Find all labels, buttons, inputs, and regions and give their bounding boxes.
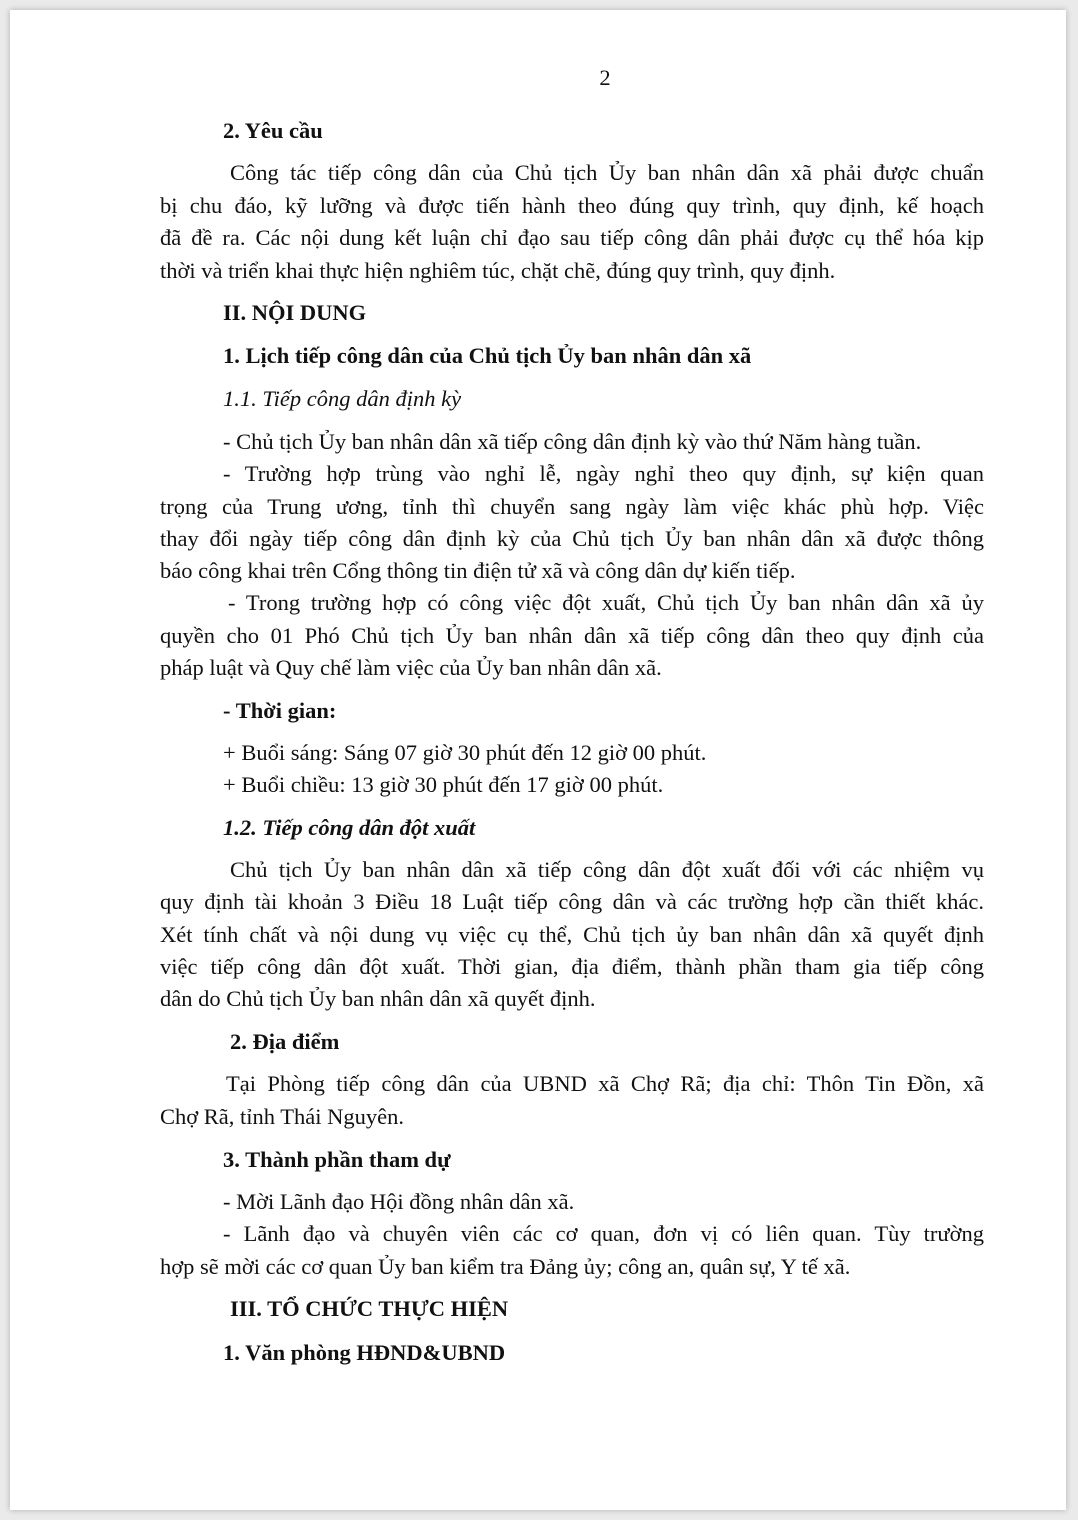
page-number: 2 xyxy=(599,65,611,90)
paragraph-line: - Trường hợp trùng vào nghỉ lễ, ngày nghỉ theo quy định, sự kiện quan xyxy=(223,461,984,486)
paragraph-line: quyền cho 01 Phó Chủ tịch Ủy ban nhân dân xã tiếp công dân theo quy định của xyxy=(160,623,984,648)
paragraph-line: bị chu đáo, kỹ lưỡng và được tiến hành theo đúng quy trình, quy định, kế hoạch xyxy=(160,193,984,218)
afternoon-session: + Buổi chiều: 13 giờ 30 phút đến 17 giờ 00 phút. xyxy=(223,772,664,797)
paragraph-line: - Trong trường hợp có công việc đột xuất, Chủ tịch Ủy ban nhân dân xã ủy xyxy=(228,590,984,615)
paragraph-line: hợp sẽ mời các cơ quan Ủy ban kiểm tra Đảng ủy; công an, quân sự, Y tế xã. xyxy=(160,1254,851,1279)
paragraph-line: - Chủ tịch Ủy ban nhân dân xã tiếp công dân định kỳ vào thứ Năm hàng tuần. xyxy=(223,429,922,454)
heading-thoi-gian: - Thời gian: xyxy=(223,698,337,723)
paragraph-line: trọng của Trung ương, tỉnh thì chuyển sang ngày làm việc khác phù hợp. Việc xyxy=(160,494,984,519)
paragraph-line: Xét tính chất và nội dung vụ việc cụ thể, Chủ tịch ủy ban nhân dân xã quyết định xyxy=(160,922,984,947)
paragraph-line: - Lãnh đạo và chuyên viên các cơ quan, đơn vị có liên quan. Tùy trường xyxy=(223,1221,984,1246)
heading-van-phong: 1. Văn phòng HĐND&UBND xyxy=(223,1340,506,1365)
paragraph-line: Tại Phòng tiếp công dân của UBND xã Chợ Rã; địa chỉ: Thôn Tin Đồn, xã xyxy=(226,1071,984,1096)
heading-lich-tiep-cong-dan: 1. Lịch tiếp công dân của Chủ tịch Ủy ban nhân dân xã xyxy=(223,343,752,368)
paragraph-line: dân do Chủ tịch Ủy ban nhân dân xã quyết định. xyxy=(160,986,596,1011)
morning-session: + Buổi sáng: Sáng 07 giờ 30 phút đến 12 giờ 00 phút. xyxy=(223,740,707,765)
paragraph-line: thay đổi ngày tiếp công dân định kỳ của Chủ tịch Ủy ban nhân dân xã được thông xyxy=(160,526,984,551)
paragraph-line: quy định tài khoản 3 Điều 18 Luật tiếp công dân và các trường hợp cần thiết khác. xyxy=(160,889,984,914)
heading-thanh-phan: 3. Thành phần tham dự xyxy=(223,1147,451,1172)
paragraph-line: Công tác tiếp công dân của Chủ tịch Ủy ban nhân dân xã phải được chuẩn xyxy=(230,160,984,185)
heading-to-chuc-thuc-hien: III. TỔ CHỨC THỰC HIỆN xyxy=(230,1296,509,1321)
subheading-dot-xuat: 1.2. Tiếp công dân đột xuất xyxy=(223,815,476,840)
paragraph-line: báo công khai trên Cổng thông tin điện tử xã và công dân dự kiến tiếp. xyxy=(160,558,796,583)
document-page xyxy=(10,10,1066,1510)
paragraph-line: đã đề ra. Các nội dung kết luận chỉ đạo sau tiếp công dân phải được cụ thể hóa kịp xyxy=(160,225,984,250)
paragraph-line: việc tiếp công dân đột xuất. Thời gian, địa điểm, thành phần tham gia tiếp công xyxy=(160,954,984,979)
paragraph-line: Chợ Rã, tỉnh Thái Nguyên. xyxy=(160,1104,404,1129)
paragraph-line: Chủ tịch Ủy ban nhân dân xã tiếp công dân đột xuất đối với các nhiệm vụ xyxy=(230,857,984,882)
paragraph-line: - Mời Lãnh đạo Hội đồng nhân dân xã. xyxy=(223,1189,575,1214)
heading-noi-dung: II. NỘI DUNG xyxy=(223,300,367,325)
heading-yeu-cau: 2. Yêu cầu xyxy=(223,118,323,143)
paragraph-line: pháp luật và Quy chế làm việc của Ủy ban nhân dân xã. xyxy=(160,655,662,680)
heading-dia-diem: 2. Địa điểm xyxy=(230,1029,340,1054)
subheading-dinh-ky: 1.1. Tiếp công dân định kỳ xyxy=(223,386,462,411)
paragraph-line: thời và triển khai thực hiện nghiêm túc, chặt chẽ, đúng quy trình, quy định. xyxy=(160,258,836,283)
